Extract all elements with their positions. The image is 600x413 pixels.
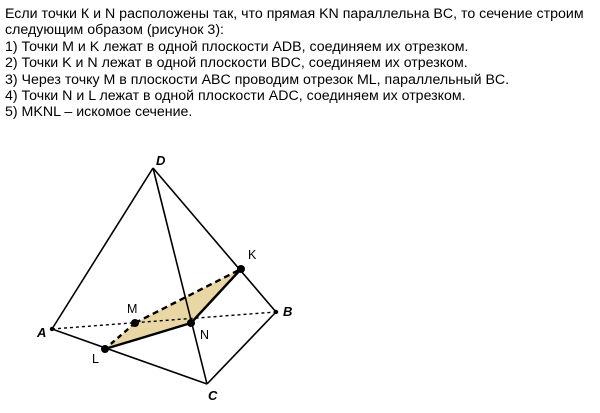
label-n: N: [200, 328, 210, 342]
text-line-step-2: 2) Точки K и N лежат в одной плоскости BDC, соединяем их отрезком.: [5, 55, 468, 72]
label-b: B: [283, 304, 293, 319]
text-line-intro: Если точки К и N расположены так, что прямая KN параллельна BC, то сечение строим: [5, 6, 584, 22]
text-line-step-1: 1) Точки M и K лежат в одной плоскости ADB, соединяем их отрезком.: [5, 38, 469, 55]
point-l: [101, 345, 109, 353]
edge-bc: [207, 312, 276, 384]
text-line-step-5: 5) MKNL – искомое сечение.: [5, 104, 193, 121]
edge-da: [52, 168, 153, 329]
point-n: [187, 319, 195, 327]
label-a: A: [37, 325, 47, 340]
label-k: K: [248, 248, 257, 262]
label-l: L: [92, 352, 99, 366]
point-a: [50, 327, 54, 331]
section-fill: [105, 269, 241, 349]
label-d: D: [156, 153, 166, 168]
text-line-step-4: 4) Точки N и L лежат в одной плоскости ADC, соединяем их отрезком.: [5, 88, 466, 105]
point-k: [237, 265, 245, 273]
label-c: C: [208, 388, 218, 403]
point-b: [274, 310, 278, 314]
label-m: M: [127, 302, 138, 316]
text-line-intro-cont: следующим образом (рисунок 3):: [5, 22, 224, 39]
text-line-step-3: 3) Через точку М в плоскости ABC проводим отрезок ML, параллельный BC.: [5, 71, 510, 88]
point-m: [131, 319, 139, 327]
